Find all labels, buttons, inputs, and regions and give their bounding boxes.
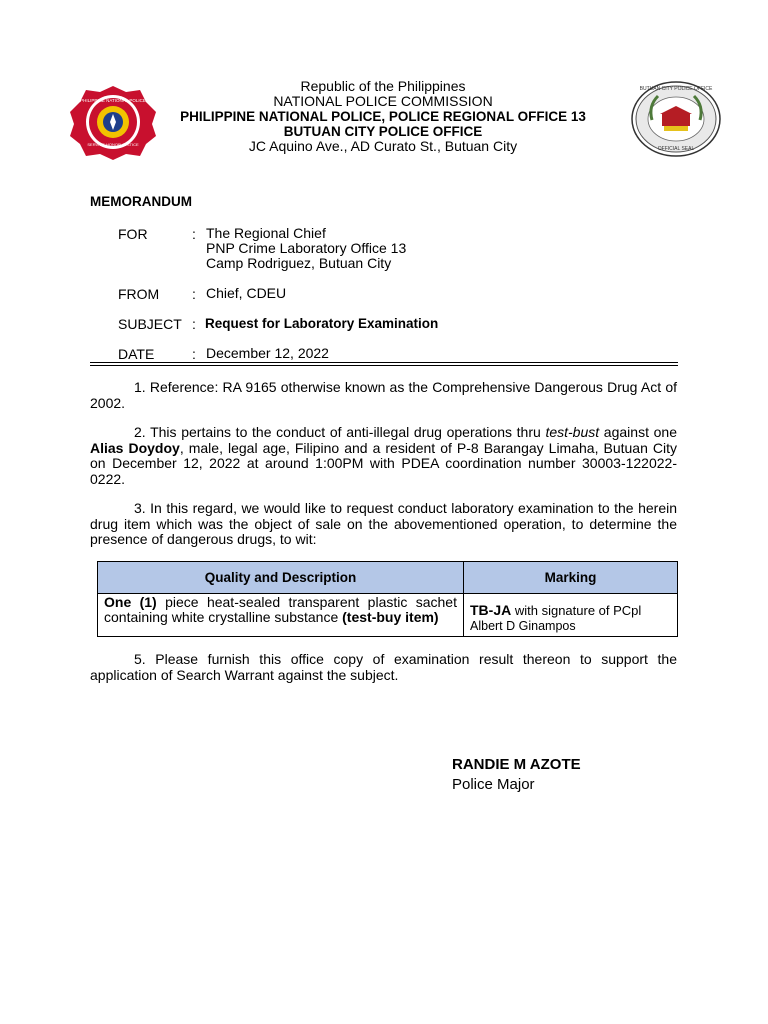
- colon: :: [192, 346, 196, 362]
- for-line: PNP Crime Laboratory Office 13: [206, 240, 407, 256]
- item-marking: [464, 594, 678, 637]
- from-value: Chief, CDEU: [206, 285, 287, 301]
- from-label: FROM: [118, 286, 160, 302]
- signatory-rank: Police Major: [452, 776, 535, 793]
- header-rule: [90, 362, 678, 363]
- operation-type: test-bust: [545, 424, 600, 440]
- memo-title: MEMORANDUM: [90, 194, 192, 209]
- paragraph-1: [90, 380, 677, 411]
- letterhead-address: JC Aquino Ave., AD Curato St., Butuan City: [248, 138, 518, 154]
- paragraph-1-text: 1. Reference: RA 9165 otherwise known as the Comprehensive Dangerous Drug Act of 2002.: [90, 379, 677, 411]
- item-description: [98, 594, 464, 637]
- item-type: (test-buy item): [342, 609, 439, 625]
- seal-top-text: PHILIPPINE NATIONAL POLICE: [80, 98, 146, 103]
- subject-value: Request for Laboratory Examination: [205, 316, 439, 331]
- pnp-seal: [68, 84, 158, 160]
- table-header-row: [98, 562, 678, 594]
- paragraph-3-text: 3. In this regard, we would like to request conduct laboratory examination to the herein drug item which was the object of sale on the abovementioned operation, to determine the presence of dangerous drugs, to wit:: [90, 500, 677, 547]
- for-line: The Regional Chief: [206, 225, 326, 241]
- colon: :: [192, 226, 196, 242]
- seal-top-text: BUTUAN CITY POLICE OFFICE: [639, 86, 713, 92]
- letterhead-napolcom: NATIONAL POLICE COMMISSION: [273, 93, 493, 109]
- item-quantity: One (1): [104, 594, 157, 610]
- for-value: [206, 226, 406, 271]
- for-line: Camp Rodriguez, Butuan City: [206, 255, 392, 271]
- butuan-police-seal: [630, 80, 722, 158]
- item-description-text: piece heat-sealed transparent plastic sachet containing white crystalline substance: [104, 594, 457, 625]
- table-row: [98, 594, 678, 637]
- paragraph-2-text: against one: [599, 424, 677, 440]
- letterhead-pnp-office: PHILIPPINE NATIONAL POLICE, POLICE REGIONAL OFFICE 13: [180, 109, 586, 124]
- signatory-name: RANDIE M AZOTE: [452, 756, 581, 773]
- table-header-description: Quality and Description: [98, 562, 464, 594]
- subject-alias: Alias Doydoy: [90, 439, 180, 456]
- table-header-marking: Marking: [464, 562, 678, 594]
- paragraph-2-text: , male, legal age, Filipino and a resident of P-8 Barangay Limaha, Butuan City on December 12, 2022 at around 1:00PM with PDEA coordination number 30003-122022-0222.: [90, 439, 677, 487]
- paragraph-2: [90, 425, 677, 487]
- colon: :: [192, 316, 196, 332]
- date-value: December 12, 2022: [206, 345, 329, 361]
- letterhead-station: BUTUAN CITY POLICE OFFICE: [283, 124, 483, 139]
- seal-bottom-text: OFFICIAL SEAL: [657, 146, 695, 152]
- marking-text: with signature of PCpl: [511, 603, 642, 618]
- colon: :: [192, 286, 196, 302]
- letterhead-republic: Republic of the Philippines: [300, 78, 466, 94]
- header-rule: [90, 365, 678, 366]
- marking-code: TB-JA: [470, 602, 512, 618]
- for-label: FOR: [118, 226, 148, 242]
- evidence-table: [97, 561, 678, 637]
- seal-bottom-text: SERVICE HONOR JUSTICE: [87, 142, 139, 147]
- marking-officer: Albert D Ginampos: [470, 619, 576, 633]
- date-label: DATE: [118, 346, 155, 362]
- paragraph-5: [90, 652, 677, 683]
- paragraph-5-text: 5. Please furnish this office copy of examination result thereon to support the application of Search Warrant against the subject.: [90, 651, 677, 683]
- subject-label: SUBJECT: [118, 316, 182, 332]
- paragraph-3: [90, 501, 677, 548]
- paragraph-2-text: 2. This pertains to the conduct of anti-illegal drug operations thru: [134, 424, 546, 440]
